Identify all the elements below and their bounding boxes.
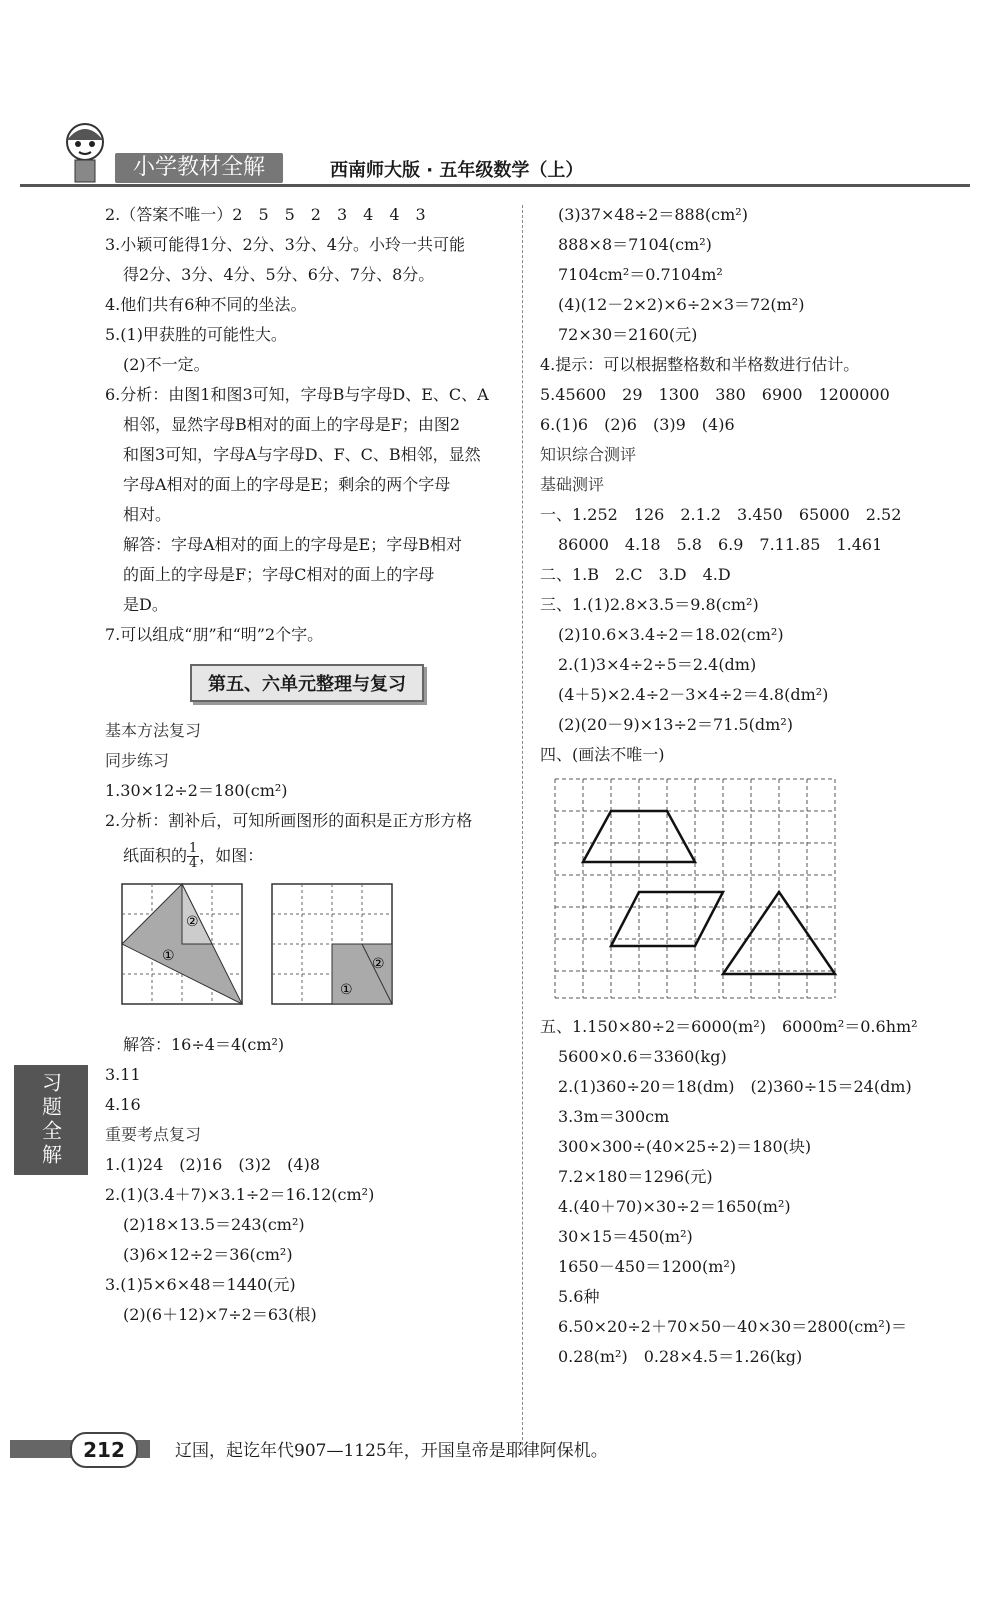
answer-line: 3.小颖可能得1分、2分、3分、4分。小玲一共可能 (105, 235, 465, 254)
piece-one-label: ① (162, 948, 175, 964)
answer-line: 72×30＝2160(元) (558, 325, 698, 344)
right-column (540, 200, 960, 1372)
answer-line: 300×300÷(40×25÷2)＝180(块) (558, 1137, 812, 1156)
answer-line: 5.6种 (558, 1287, 600, 1306)
answer-line: 2.（答案不唯一）2 5 5 2 3 4 4 3 (105, 205, 426, 224)
answer-line: 一、1.252 126 2.1.2 3.450 65000 2.52 (540, 505, 902, 524)
answer-line: 888×8＝7104(cm²) (558, 235, 712, 254)
series-title: 小学教材全解 (115, 153, 283, 183)
column-divider (522, 205, 523, 1455)
fraction-tail-text: ，如图： (199, 846, 264, 865)
answer-line: 是D。 (123, 595, 168, 614)
piece-two-label: ② (186, 914, 199, 930)
answer-line: 相邻，显然字母B相对的面上的字母是F；由图2 (123, 415, 461, 434)
answer-line: (2)(20－9)×13÷2＝71.5(dm²) (558, 715, 793, 734)
fraction-lead-text: 纸面积的 (123, 846, 188, 865)
answer-line-with-fraction (105, 836, 505, 876)
answer-line: 4.提示：可以根据整格数和半格数进行估计。 (540, 355, 860, 374)
answer-line: 5.45600 29 1300 380 6900 1200000 (540, 385, 890, 404)
answer-line: 2.分析：割补后，可知所画图形的面积是正方形方格 (105, 811, 473, 830)
answer-line: 3.11 (105, 1065, 141, 1084)
answer-line: 6.分析：由图1和图3可知，字母B与字母D、E、C、A (105, 385, 489, 404)
answer-line: 二、1.B 2.C 3.D 4.D (540, 565, 731, 584)
answer-line: 相对。 (123, 505, 172, 524)
answer-line: 1.30×12÷2＝180(cm²) (105, 781, 288, 800)
answer-line: 和图3可知，字母A与字母D、F、C、B相邻，显然 (123, 445, 481, 464)
answer-line: 7.2×180＝1296(元) (558, 1167, 713, 1186)
answer-line: (4＋5)×2.4÷2－3×4÷2＝4.8(dm²) (558, 685, 829, 704)
answer-line: 得2分、3分、4分、5分、6分、7分、8分。 (123, 265, 435, 284)
answer-line: (3)6×12÷2＝36(cm²) (123, 1245, 293, 1264)
answer-line: 解答：字母A相对的面上的字母是E；字母B相对 (123, 535, 462, 554)
grid-figure-right (272, 884, 392, 1004)
section-heading: 重要考点复习 (105, 1125, 202, 1144)
answer-line: (2)18×13.5＝243(cm²) (123, 1215, 305, 1234)
answer-line: (2)(6＋12)×7÷2＝63(根) (123, 1305, 317, 1324)
grid-figure-left (122, 884, 242, 1004)
answer-line: 2.(1)(3.4＋7)×3.1÷2＝16.12(cm²) (105, 1185, 375, 1204)
answer-line: 4.(40＋70)×30÷2＝1650(m²) (558, 1197, 791, 1216)
answer-line: 30×15＝450(m²) (558, 1227, 693, 1246)
page-header (0, 120, 1000, 190)
answer-line: 三、1.(1)2.8×3.5＝9.8(cm²) (540, 595, 759, 614)
answer-line: 3.3m＝300cm (558, 1107, 670, 1126)
section-heading: 基本方法复习 (105, 721, 202, 740)
book-subtitle: 西南师大版 · 五年级数学（上） (330, 160, 584, 181)
section-heading: 知识综合测评 (540, 445, 637, 464)
shape-drawing-grid (545, 774, 845, 1004)
answer-line: 字母A相对的面上的字母是E；剩余的两个字母 (123, 475, 451, 494)
answer-line: 86000 4.18 5.8 6.9 7.11.85 1.461 (558, 535, 883, 554)
answer-line: (2)不一定。 (123, 355, 210, 374)
answer-line: (4)(12－2×2)×6÷2×3＝72(m²) (558, 295, 805, 314)
answer-line: 7104cm²＝0.7104m² (558, 265, 723, 284)
answer-line: 4.16 (105, 1095, 141, 1114)
unit-title: 第五、六单元整理与复习 (190, 664, 424, 702)
fraction-numerator: 1 (189, 841, 198, 856)
page-number: 212 (70, 1432, 138, 1468)
answer-line: 1650－450＝1200(m²) (558, 1257, 737, 1276)
section-heading: 同步练习 (105, 751, 170, 770)
piece-two-label: ② (372, 956, 385, 972)
answer-line: 5.(1)甲获胜的可能性大。 (105, 325, 287, 344)
answer-line: 3.(1)5×6×48＝1440(元) (105, 1275, 296, 1294)
answer-line: 4.他们共有6种不同的坐法。 (105, 295, 307, 314)
answer-line: (3)37×48÷2＝888(cm²) (558, 205, 748, 224)
section-heading: 基础测评 (540, 475, 605, 494)
answer-line: (2)10.6×3.4÷2＝18.02(cm²) (558, 625, 784, 644)
answer-line: 7.可以组成“朋”和“明”2个字。 (105, 625, 324, 644)
answer-line: 5600×0.6＝3360(kg) (558, 1047, 727, 1066)
answer-line: 0.28(m²) 0.28×4.5＝1.26(kg) (558, 1347, 803, 1366)
answer-line: 的面上的字母是F；字母C相对的面上的字母 (123, 565, 435, 584)
side-tab: 习题全解 (14, 1065, 88, 1175)
fraction-denominator: 4 (189, 856, 198, 871)
answer-line: 6.50×20÷2＋70×50－40×30＝2800(cm²)＝ (558, 1317, 907, 1336)
mascot-icon (55, 120, 115, 190)
answer-line: 2.(1)3×4÷2÷5＝2.4(dm) (558, 655, 757, 674)
answer-line: 五、1.150×80÷2＝6000(m²) 6000m²＝0.6hm² (540, 1017, 918, 1036)
fraction (187, 842, 199, 871)
answer-line: 1.(1)24 (2)16 (3)2 (4)8 (105, 1155, 321, 1174)
answer-line: 6.(1)6 (2)6 (3)9 (4)6 (540, 415, 735, 434)
answer-line: 2.(1)360÷20＝18(dm) (2)360÷15＝24(dm) (558, 1077, 912, 1096)
answer-line: 解答：16÷4＝4(cm²) (123, 1035, 285, 1054)
piece-one-label: ① (340, 982, 353, 998)
answer-line: 四、(画法不唯一) (540, 745, 665, 764)
cut-and-fill-figures (120, 882, 420, 1022)
left-column (105, 200, 505, 1330)
page-footer (0, 1430, 1000, 1470)
footer-note: 辽国，起讫年代907—1125年，开国皇帝是耶律阿保机。 (175, 1441, 608, 1461)
